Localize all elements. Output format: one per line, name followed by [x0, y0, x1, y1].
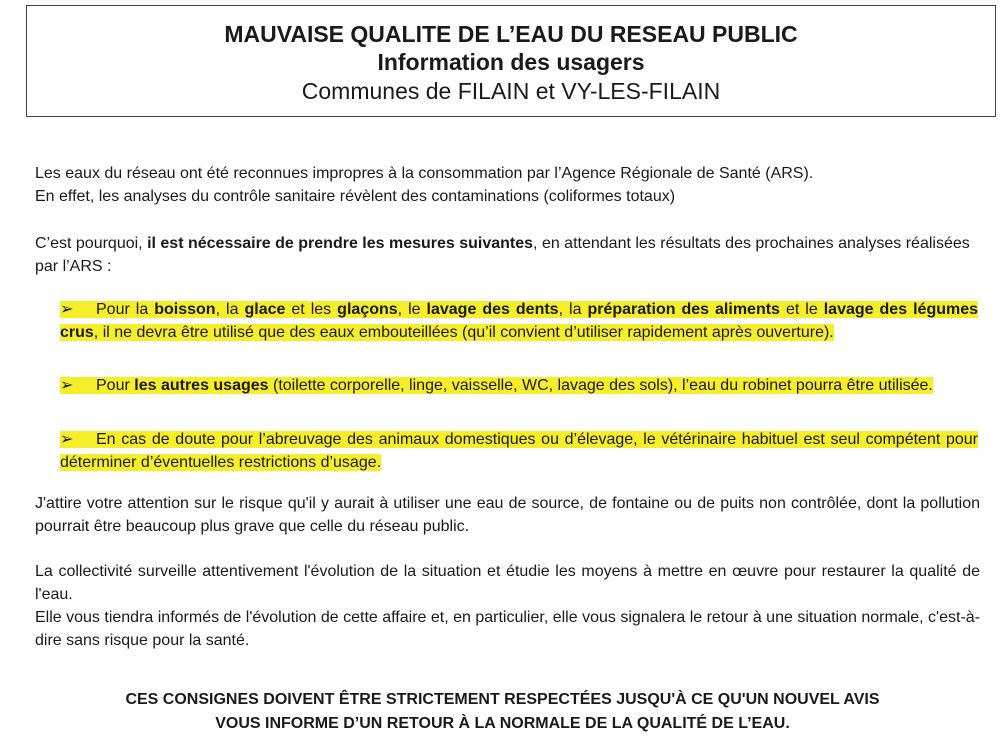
bullet-text: Pour la	[96, 301, 155, 318]
footer-line-1: CES CONSIGNES DOIVENT ÊTRE STRICTEMENT RESPECTÉES JUSQU'À CE QU'UN NOUVEL AVIS	[125, 691, 880, 708]
measures-post: , en attendant les résultats des prochaines analyses réalisées par l’ARS :	[35, 235, 970, 275]
bullet-keyword: lavage des légumes crus	[60, 301, 979, 341]
bullet-other-uses	[60, 374, 978, 397]
arrow-bullet-icon: ➢	[60, 301, 74, 318]
bullet-text: , il ne devra être utilisé que des eaux embouteillées (qu’il convient d’utiliser rapidement après ouverture).	[93, 324, 834, 341]
footer-notice	[0, 688, 1005, 736]
bullet-keyword: préparation des aliments	[587, 301, 780, 318]
intro-paragraph	[35, 162, 980, 208]
warning-paragraph	[35, 492, 980, 538]
bullet-keyword: lavage des dents	[426, 301, 559, 318]
collectivity-text-1: La collectivité surveille attentivement l'évolution de la situation et étudie les moyens à mettre en œuvre pour restaurer la qualité de l'eau.	[35, 563, 980, 603]
header-subtitle: Information des usagers	[377, 49, 645, 75]
intro-line-1: Les eaux du réseau ont été reconnues impropres à la consommation par l’Agence Régionale de Santé (ARS).	[35, 165, 814, 182]
header-box	[26, 5, 996, 117]
collectivity-paragraph	[35, 560, 980, 652]
header-title: MAUVAISE QUALITE DE L’EAU DU RESEAU PUBLIC	[224, 21, 798, 47]
bullet-text: et le	[779, 301, 824, 318]
bullet-text: (toilette corporelle, linge, vaisselle, WC, lavage des sols), l’eau du robinet pourra être utilisée.	[268, 377, 933, 394]
bullet-text: et les	[285, 301, 338, 318]
footer-line-2: VOUS INFORME D’UN RETOUR À LA NORMALE DE LA QUALITÉ DE L’EAU.	[215, 715, 790, 732]
measures-paragraph	[35, 232, 980, 278]
measures-bold: il est nécessaire de prendre les mesures suivantes	[147, 235, 534, 252]
header-communes: Communes de FILAIN et VY-LES-FILAIN	[301, 78, 721, 104]
arrow-bullet-icon: ➢	[60, 431, 74, 448]
bullet-text: , le	[397, 301, 427, 318]
measures-pre: C’est pourquoi,	[35, 235, 148, 252]
bullet-animals	[60, 428, 978, 474]
collectivity-text-2: Elle vous tiendra informés de l'évolution de cette affaire et, en particulier, elle vous signalera le retour à une situation normale, c'est-à-dire sans risque pour la santé.	[35, 609, 980, 649]
warning-text: J'attire votre attention sur le risque qu'il y aurait à utiliser une eau de source, de fontaine ou de puits non contrôlée, dont la pollution pourrait être beaucoup plus grave que celle du réseau public.	[35, 495, 980, 535]
bullet-keyword: les autres usages	[134, 377, 269, 394]
intro-line-2: En effet, les analyses du contrôle sanitaire révèlent des contaminations (coliformes totaux)	[35, 188, 676, 205]
bullet-keyword: boisson	[154, 301, 216, 318]
arrow-bullet-icon: ➢	[60, 377, 74, 394]
bullet-keyword: glaçons	[337, 301, 398, 318]
bullet-text: En cas de doute pour l’abreuvage des animaux domestiques ou d’élevage, le vétérinaire habituel est seul compétent pour déterminer d’éventuelles restrictions d’usage.	[60, 431, 978, 471]
bullet-text: , la	[215, 301, 245, 318]
bullet-keyword: glace	[244, 301, 286, 318]
bullet-text: , la	[558, 301, 588, 318]
bullet-text: Pour	[96, 377, 135, 394]
bullet-drinking	[60, 298, 978, 344]
